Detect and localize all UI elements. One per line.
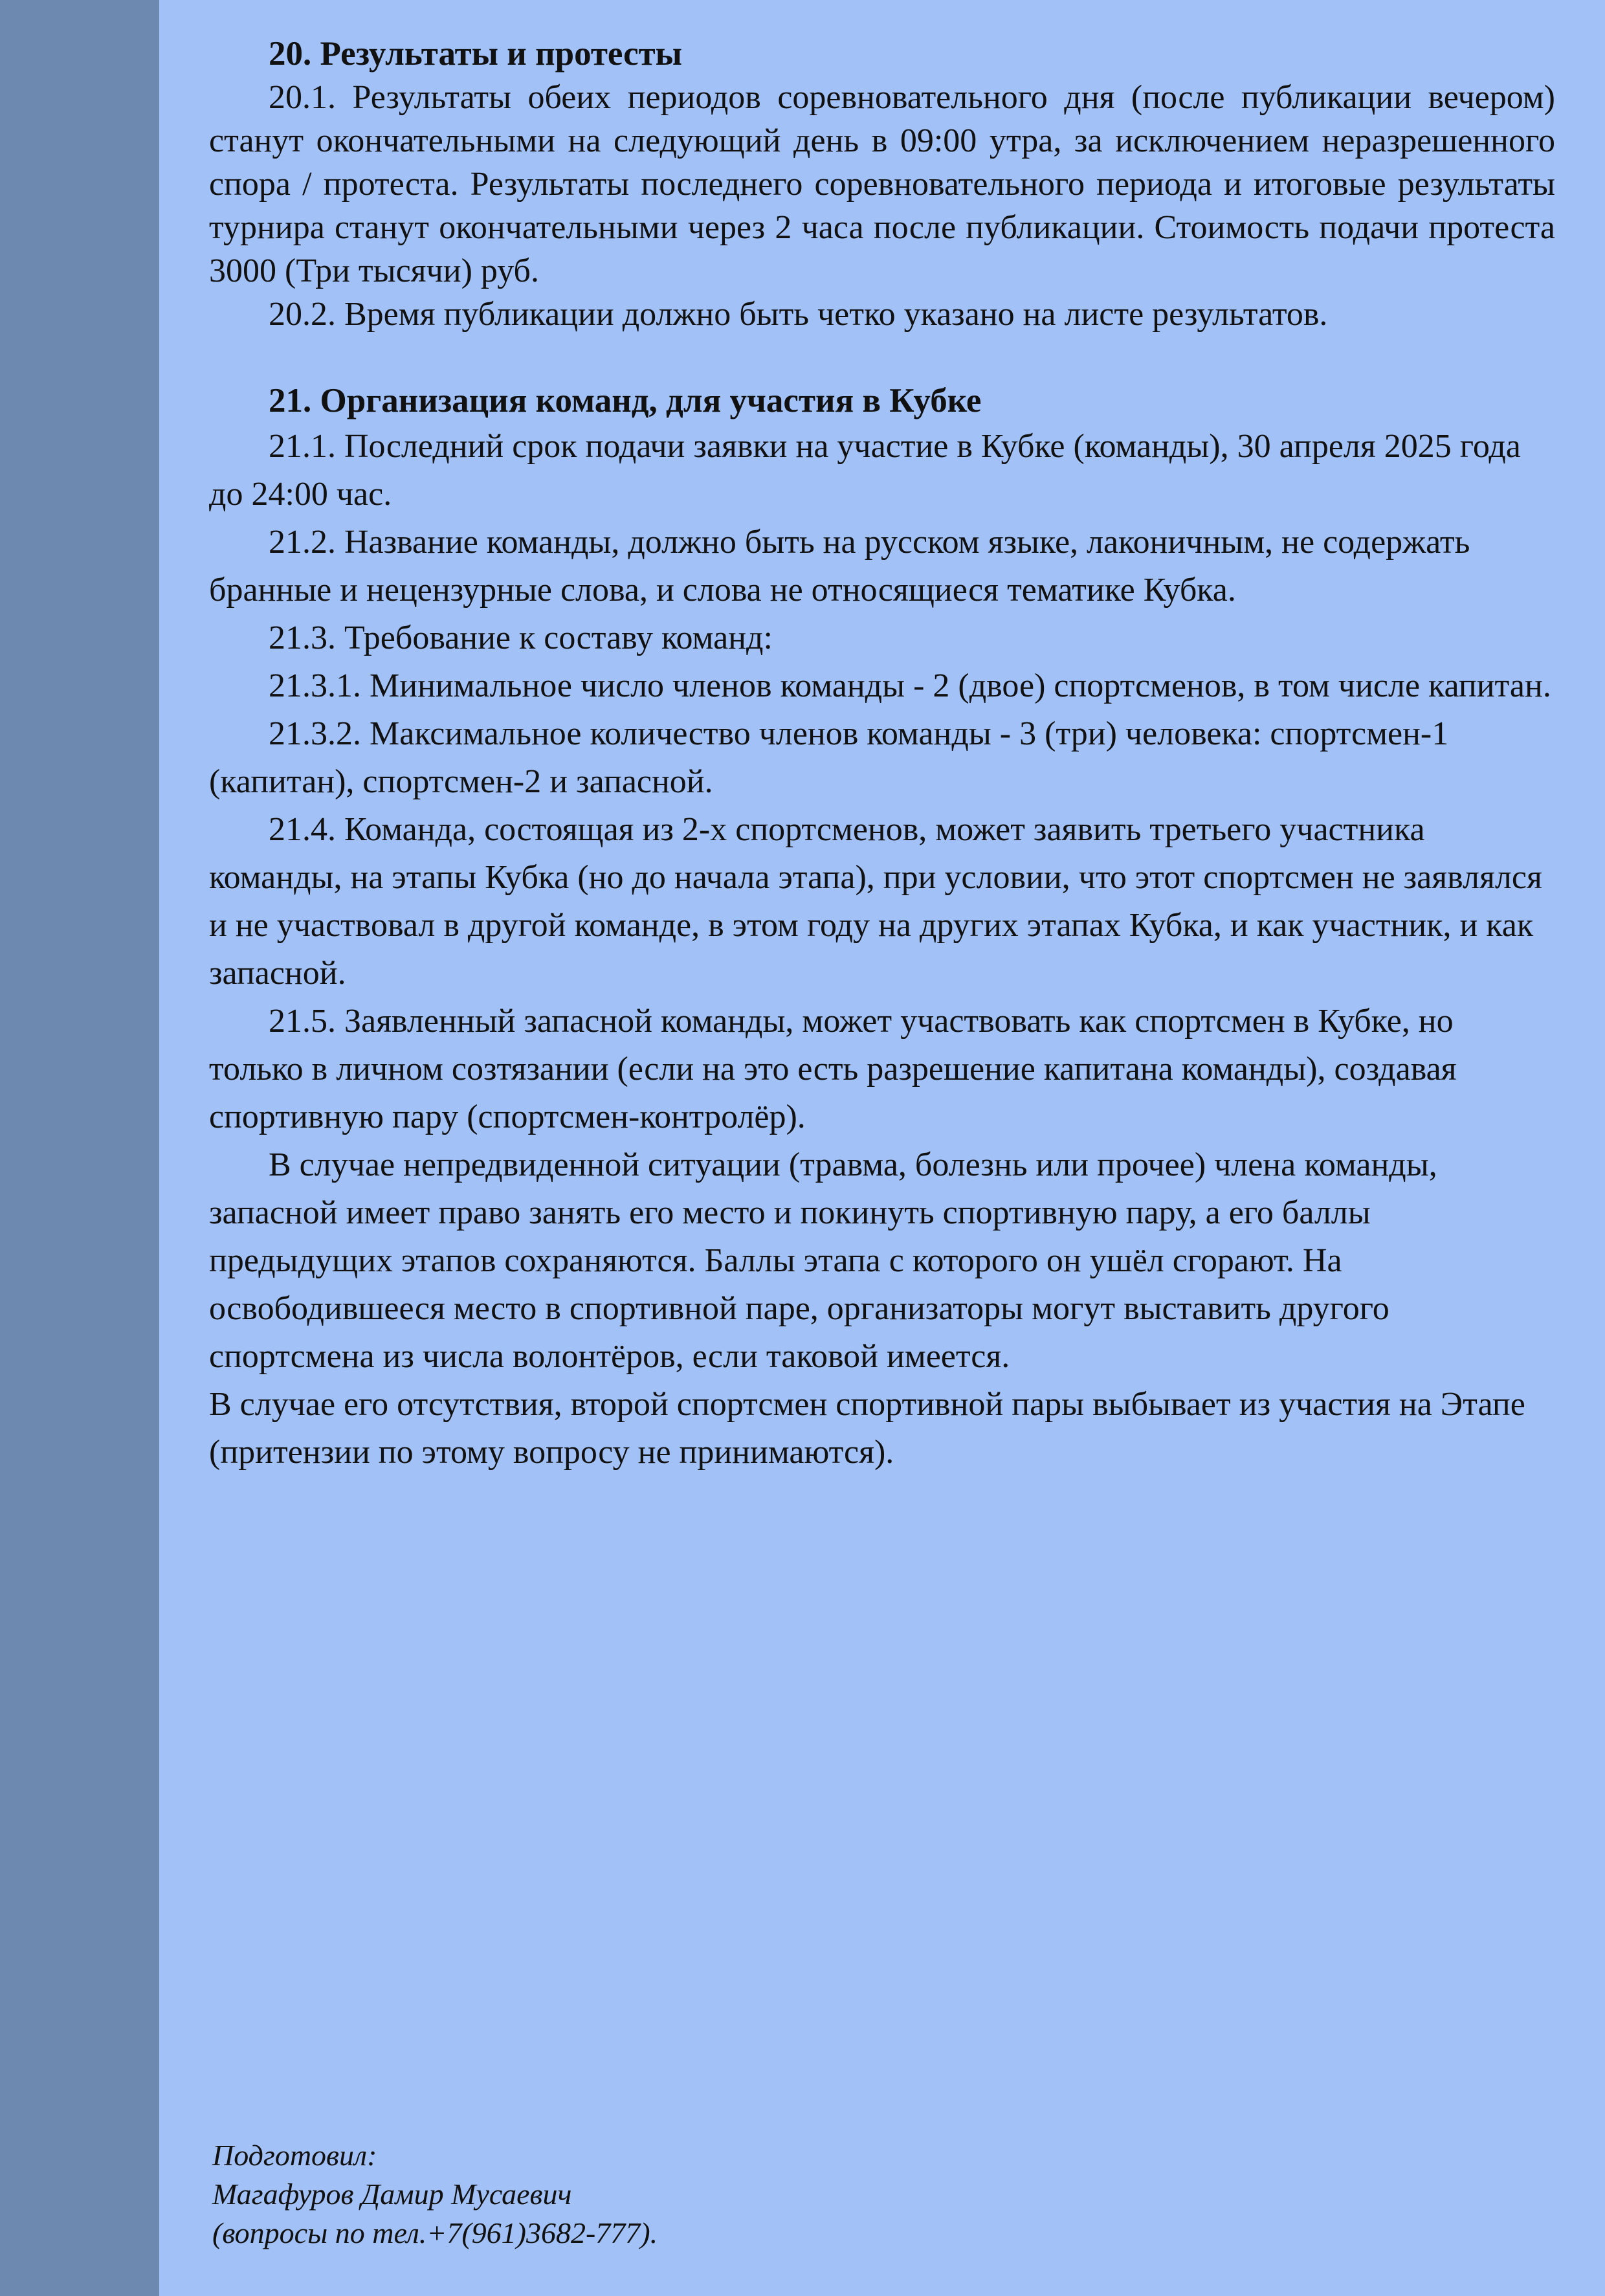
paragraph-21-3: 21.3. Требование к составу команд: [269,619,773,656]
signature-contact-phone: (вопросы по тел.+7(961)3682-777). [212,2216,658,2249]
paragraph-21-4: 21.4. Команда, состоящая из 2-х спортсменов, может заявить третьего участника команды, на этапы Кубка (но до начала этапа), при условии, что этот спортсмен не заявлялся и не участвовал в другой команде, в этом году на других этапах Кубка, и как участник, и как запасной. [209,811,1542,992]
section-21-heading: 21. Организация команд, для участия в Кубке [269,382,982,419]
paragraph-21-1: 21.1. Последний срок подачи заявки на участие в Кубке (команды), 30 апреля 2025 года до 24:00 час. [209,428,1521,513]
document-body [209,32,1555,1477]
paragraph-21-3-1: 21.3.1. Минимальное число членов команды - 2 (двое) спортсменов, в том числе капитан. [269,667,1551,704]
paragraph-substitute-rules: В случае непредвиденной ситуации (травма, болезнь или прочее) члена команды, запасной имеет право занять его место и покинуть спортивную пару, а его баллы предыдущих этапов сохраняются. Баллы этапа с которого он ушёл сгорают. На освободившееся место в спортивной паре, организаторы могут выставить другого спортсмена из числа волонтёров, если таковой имеется. [209,1146,1437,1375]
signature-prepared-by: Подготовил: [212,2139,377,2172]
section-20-heading: 20. Результаты и протесты [269,35,683,72]
paragraph-21-3-2: 21.3.2. Максимальное количество членов команды - 3 (три) человека: спортсмен-1 (капитан), спортсмен-2 и запасной. [209,715,1449,800]
paragraph-21-2: 21.2. Название команды, должно быть на русском языке, лаконичным, не содержать бранные и нецензурные слова, и слова не относящиеся тематике Кубка. [209,524,1470,608]
signature-block [212,2136,658,2253]
paragraph-absence-rule: В случае его отсутствия, второй спортсмен спортивной пары выбывает из участия на Этапе (притензии по этому вопросу не принимаются). [209,1386,1525,1471]
signature-author-name: Магафуров Дамир Мусаевич [212,2178,572,2211]
paragraph-20-1: 20.1. Результаты обеих периодов соревновательного дня (после публикации вечером) станут окончательными на следующий день в 09:00 утра, за исключением неразрешенного спора / протеста. Результаты последнего соревновательного периода и итоговые результаты турнира станут окончательными через 2 часа после публикации. Стоимость подачи протеста 3000 (Три тысячи) руб. [209,79,1555,289]
section-spacer [209,336,1555,379]
paragraph-21-5: 21.5. Заявленный запасной команды, может участвовать как спортсмен в Кубке, но только в личном созтязании (если на это есть разрешение капитана команды), создавая спортивную пару (спортсмен-контролёр). [209,1003,1457,1135]
paragraph-20-2: 20.2. Время публикации должно быть четко указано на листе результатов. [269,296,1328,333]
left-sidebar-band [0,0,159,2296]
